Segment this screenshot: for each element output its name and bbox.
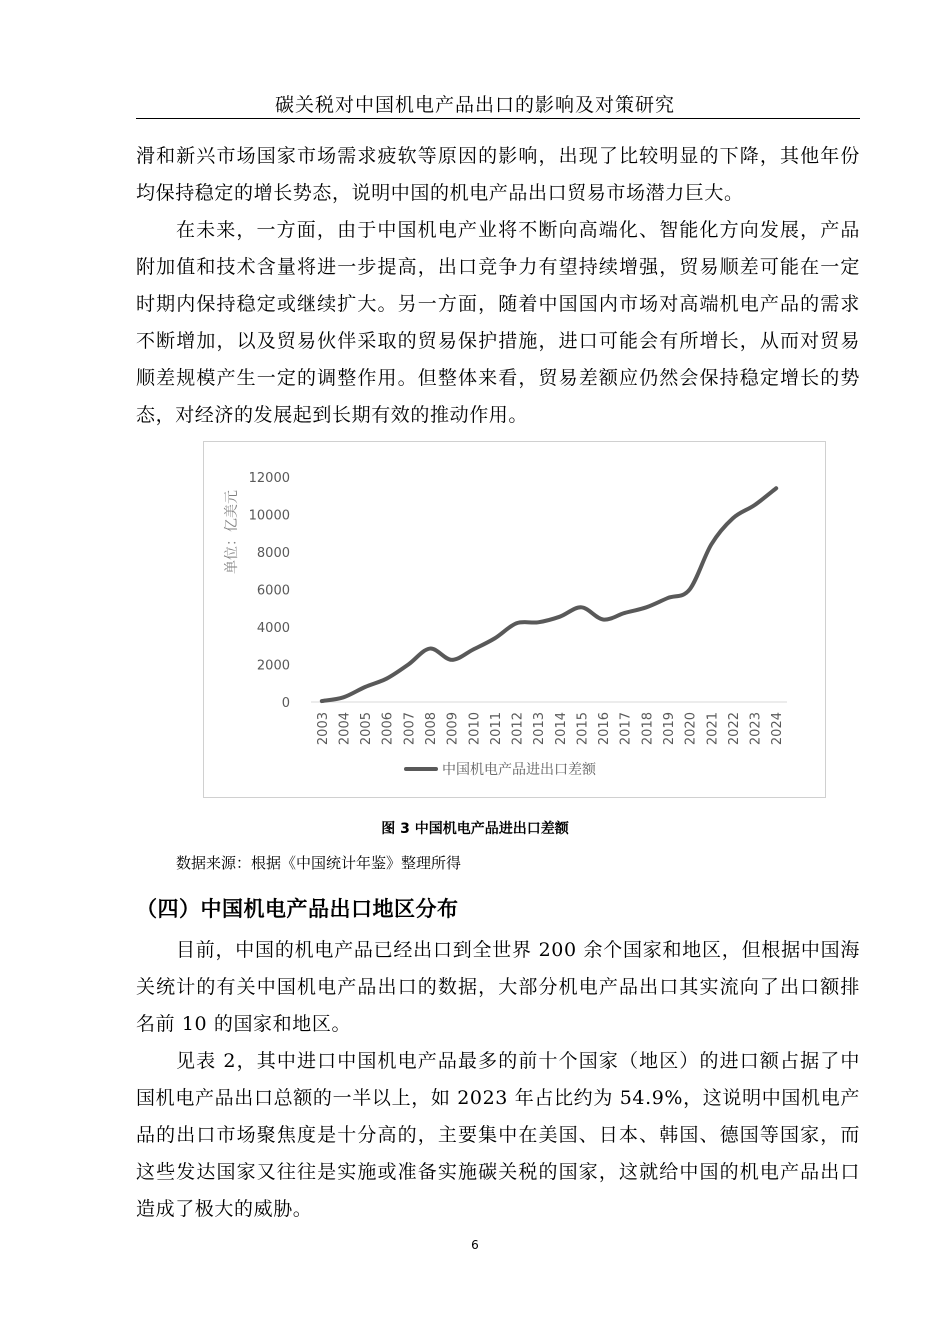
series-line <box>322 488 776 701</box>
x-tick-label: 2006 <box>380 712 396 746</box>
x-tick-label: 2016 <box>597 712 613 746</box>
data-source-note: 数据来源：根据《中国统计年鉴》整理所得 <box>176 854 462 872</box>
y-tick-label: 10000 <box>248 508 290 524</box>
paragraph-market-concentration: 见表 2，其中进口中国机电产品最多的前十个国家（地区）的进口额占据了中国机电产品出口总额的一半以上，如 2023 年占比约为 54.9%，这说明中国机电产品的出口市场聚焦度是十分高的，主要集中在美国、日本、韩国、德国等国家，而这些发达国家又往往是实施或准备实施碳关税的国家，这就给中国的机电产品出口造成了极大的威胁。 <box>136 1050 860 1220</box>
x-tick-label: 2012 <box>510 712 526 746</box>
x-tick-label: 2013 <box>532 712 548 746</box>
x-tick-label: 2019 <box>662 712 677 746</box>
x-tick-label: 2010 <box>467 712 483 746</box>
x-tick-label: 2004 <box>337 712 353 746</box>
x-tick-label: 2021 <box>705 712 721 746</box>
figure-caption: 图 3 中国机电产品进出口差额 <box>381 821 569 837</box>
x-tick-label: 2014 <box>553 712 569 746</box>
page-header-rule <box>136 118 860 119</box>
y-tick-label: 4000 <box>256 621 290 636</box>
x-tick-label: 2015 <box>575 712 591 746</box>
y-tick-label: 0 <box>281 696 290 711</box>
page-header-title: 碳关税对中国机电产品出口的影响及对策研究 <box>274 94 675 116</box>
x-tick-label: 2022 <box>726 712 742 746</box>
chart-figure <box>203 441 826 798</box>
x-tick-label: 2023 <box>748 712 764 746</box>
trade-balance-line-chart <box>204 442 825 797</box>
x-tick-label: 2011 <box>488 712 504 746</box>
x-tick-label: 2020 <box>683 712 699 746</box>
paragraph-future-outlook: 在未来，一方面，由于中国机电产业将不断向高端化、智能化方向发展，产品附加值和技术含量将进一步提高，出口竞争力有望持续增强，贸易顺差可能在一定时期内保持稳定或继续扩大。另一方面，随着中国国内市场对高端机电产品的需求不断增加，以及贸易伙伴采取的贸易保护措施，进口可能会有所增长，从而对贸易顺差规模产生一定的调整作用。但整体来看，贸易差额应仍然会保持稳定增长的势态，对经济的发展起到长期有效的推动作用。 <box>136 219 860 426</box>
y-tick-label: 12000 <box>248 471 290 486</box>
y-tick-label: 6000 <box>256 583 290 599</box>
x-tick-label: 2003 <box>315 712 331 746</box>
paragraph-continuation: 滑和新兴市场国家市场需求疲软等原因的影响，出现了比较明显的下降，其他年份均保持稳定的增长势态，说明中国的机电产品出口贸易市场潜力巨大。 <box>136 145 860 204</box>
x-tick-label: 2018 <box>640 712 656 746</box>
y-tick-label: 2000 <box>256 658 290 674</box>
x-tick-label: 2024 <box>770 712 786 746</box>
y-axis-label: 单位：亿美元 <box>224 490 240 574</box>
x-tick-label: 2005 <box>359 712 375 746</box>
paragraph-export-destinations: 目前，中国的机电产品已经出口到全世界 200 余个国家和地区，但根据中国海关统计的有关中国机电产品出口的数据，大部分机电产品出口其实流向了出口额排名前 10 的国家和地区。 <box>136 939 860 1035</box>
page-number: 6 <box>471 1238 479 1252</box>
x-tick-label: 2008 <box>424 712 439 746</box>
x-tick-label: 2017 <box>618 712 634 746</box>
section-heading: （四）中国机电产品出口地区分布 <box>136 897 459 921</box>
x-tick-label: 2009 <box>445 712 461 746</box>
y-tick-label: 8000 <box>256 546 290 561</box>
legend-label: 中国机电产品进出口差额 <box>442 762 596 778</box>
x-tick-label: 2007 <box>402 712 418 746</box>
